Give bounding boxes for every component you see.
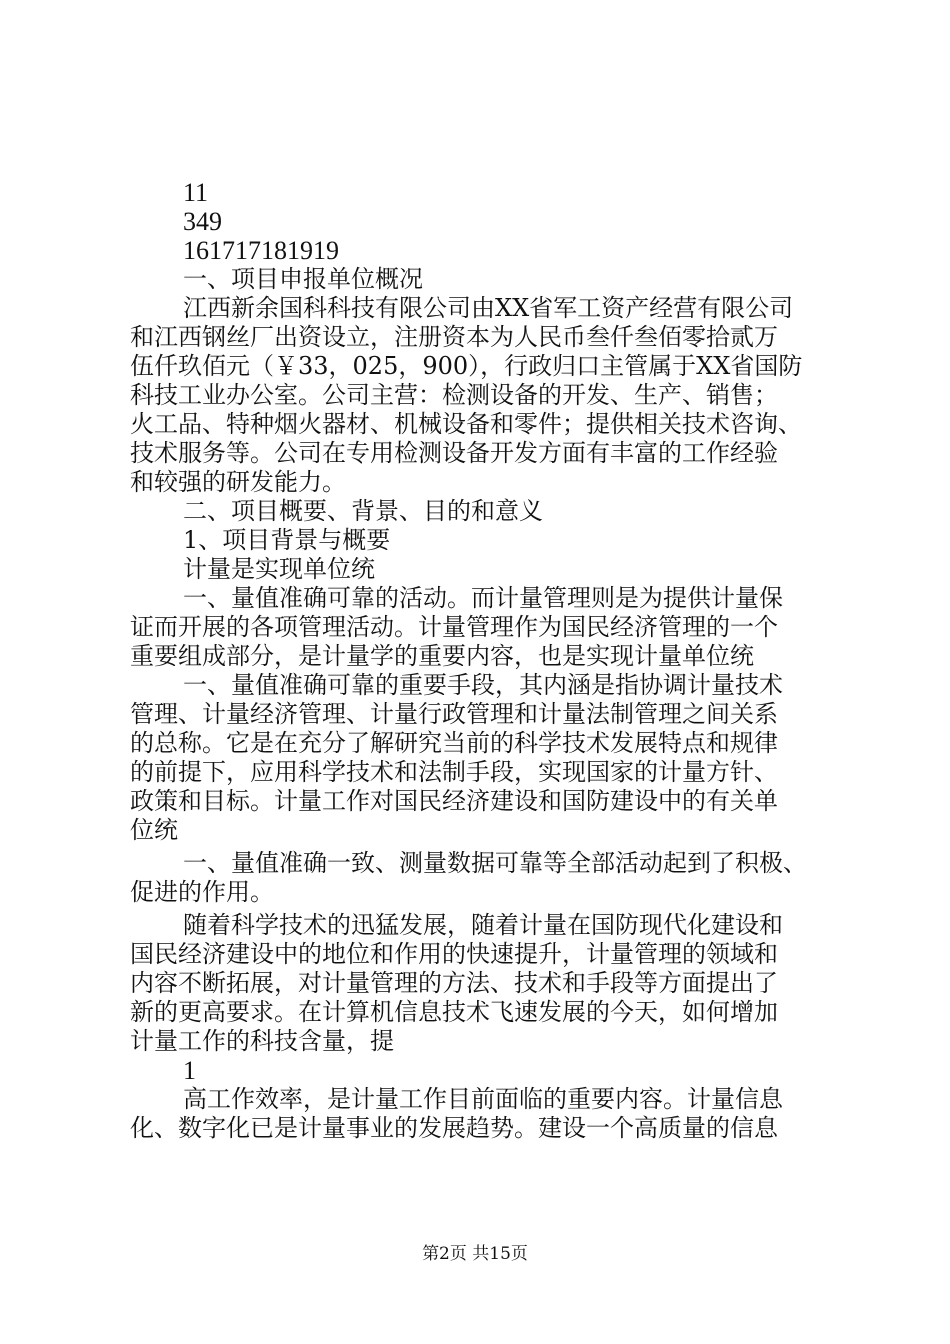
paragraph-line: 一、量值准确可靠的活动。而计量管理则是为提供计量保 [183, 584, 783, 612]
paragraph-line: 化、数字化已是计量事业的发展趋势。建设一个高质量的信息 [130, 1114, 778, 1142]
paragraph-line: 的总称。它是在充分了解研究当前的科学技术发展特点和规律 [130, 729, 778, 757]
paragraph-line: 和较强的研发能力。 [130, 468, 346, 496]
subsection-heading-1: 1、项目背景与概要 [183, 526, 391, 554]
paragraph-line: 一、量值准确可靠的重要手段，其内涵是指协调计量技术 [183, 671, 783, 699]
paragraph-line: 江西新余国科科技有限公司由XX省军工资产经营有限公司 [183, 294, 794, 322]
page-number-line: 11 [183, 178, 209, 207]
section-heading-1: 一、项目申报单位概况 [183, 265, 423, 293]
paragraph-line: 管理、计量经济管理、计量行政管理和计量法制管理之间关系 [130, 700, 778, 728]
paragraph-line: 和江西钢丝厂出资设立，注册资本为人民币叁仟叁佰零拾贰万 [130, 323, 778, 351]
paragraph-line: 内容不断拓展，对计量管理的方法、技术和手段等方面提出了 [130, 969, 778, 997]
paragraph-line: 科技工业办公室。公司主营：检测设备的开发、生产、销售； [130, 381, 778, 409]
paragraph-line: 高工作效率，是计量工作目前面临的重要内容。计量信息 [183, 1085, 783, 1113]
paragraph-line: 的前提下，应用科学技术和法制手段，实现国家的计量方针、 [130, 758, 778, 786]
paragraph-line: 政策和目标。计量工作对国民经济建设和国防建设中的有关单 [130, 787, 778, 815]
paragraph-line: 计量工作的科技含量，提 [130, 1027, 394, 1055]
paragraph-line: 伍仟玖佰元（￥33，025，900），行政归口主管属于XX省国防 [130, 352, 803, 380]
page-number-line: 349 [183, 207, 222, 236]
paragraph-line: 新的更高要求。在计算机信息技术飞速发展的今天，如何增加 [130, 998, 778, 1026]
paragraph-line: 火工品、特种烟火器材、机械设备和零件；提供相关技术咨询、 [130, 410, 802, 438]
document-body [130, 178, 830, 1143]
page-number-line: 161717181919 [183, 236, 339, 265]
paragraph-line: 证而开展的各项管理活动。计量管理作为国民经济管理的一个 [130, 613, 778, 641]
paragraph-line: 技术服务等。公司在专用检测设备开发方面有丰富的工作经验 [130, 439, 778, 467]
paragraph-line: 重要组成部分，是计量学的重要内容，也是实现计量单位统 [130, 642, 754, 670]
inline-page-number: 1 [183, 1056, 196, 1085]
paragraph-line: 随着科学技术的迅猛发展，随着计量在国防现代化建设和 [183, 911, 783, 939]
paragraph-line: 国民经济建设中的地位和作用的快速提升，计量管理的领域和 [130, 940, 778, 968]
page-footer: 第2页 共15页 [422, 1244, 528, 1264]
paragraph-line: 促进的作用。 [130, 878, 274, 906]
paragraph-line: 位统 [130, 816, 178, 844]
section-heading-2: 二、项目概要、背景、目的和意义 [183, 497, 543, 525]
paragraph-line: 一、量值准确一致、测量数据可靠等全部活动起到了积极、 [183, 849, 807, 877]
paragraph-line: 计量是实现单位统 [183, 555, 375, 583]
